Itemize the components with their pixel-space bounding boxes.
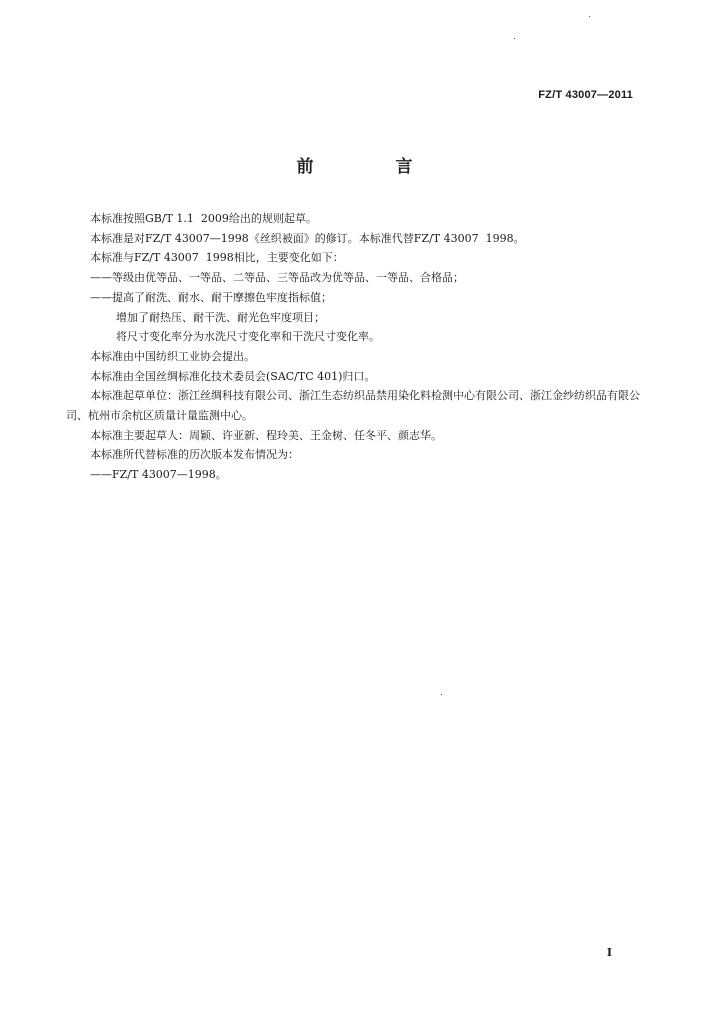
foreword-body [66,209,646,485]
standard-code: FZ/T 43007—2011 [538,89,633,101]
paragraph-drafting-rules: 本标准按照GB/T 1.1 2009给出的规则起草。 [90,212,317,225]
scan-speck [441,694,442,695]
list-item-fastness: ——提高了耐洗、耐水、耐干摩擦色牢度指标值； [90,290,332,304]
list-item-grades: ——等级由优等品、一等品、二等品、三等品改为优等品、一等品、合格品； [90,271,464,285]
page-number: I [606,946,612,959]
paragraph-history-intro: 本标准所代替标准的历次版本发布情况为： [90,448,299,462]
list-item-new-items: 增加了耐热压、耐干洗、耐光色牢度项目； [116,310,325,324]
paragraph-revision: 本标准是对FZ/T 43007—1998《丝织被面》的修订。本标准代替FZ/T 43007 1998。 [90,231,525,245]
scan-speck [514,38,515,39]
paragraph-committee: 本标准由全国丝绸标准化技术委员会(SAC/TC 401)归口。 [90,369,376,383]
page-title: 前 言 [296,157,451,177]
paragraph-drafting-units: 本标准起草单位：浙江丝绸科技有限公司、浙江生态纺织品禁用染化料检测中心有限公司、浙江金纱纺织品有限公司、杭州市余杭区质量计量监测中心。 [66,389,640,423]
paragraph-history-item: ——FZ/T 43007—1998。 [90,468,227,482]
list-item-dimension-change: 将尺寸变化率分为水洗尺寸变化率和干洗尺寸变化率。 [116,330,380,344]
paragraph-drafters: 本标准主要起草人：周颖、许亚新、程玲美、王金树、任冬平、颜志华。 [90,428,442,442]
paragraph-changes-intro: 本标准与FZ/T 43007 1998相比，主要变化如下： [90,251,344,265]
paragraph-proposer: 本标准由中国纺织工业协会提出。 [90,349,255,363]
scan-speck [589,16,590,17]
